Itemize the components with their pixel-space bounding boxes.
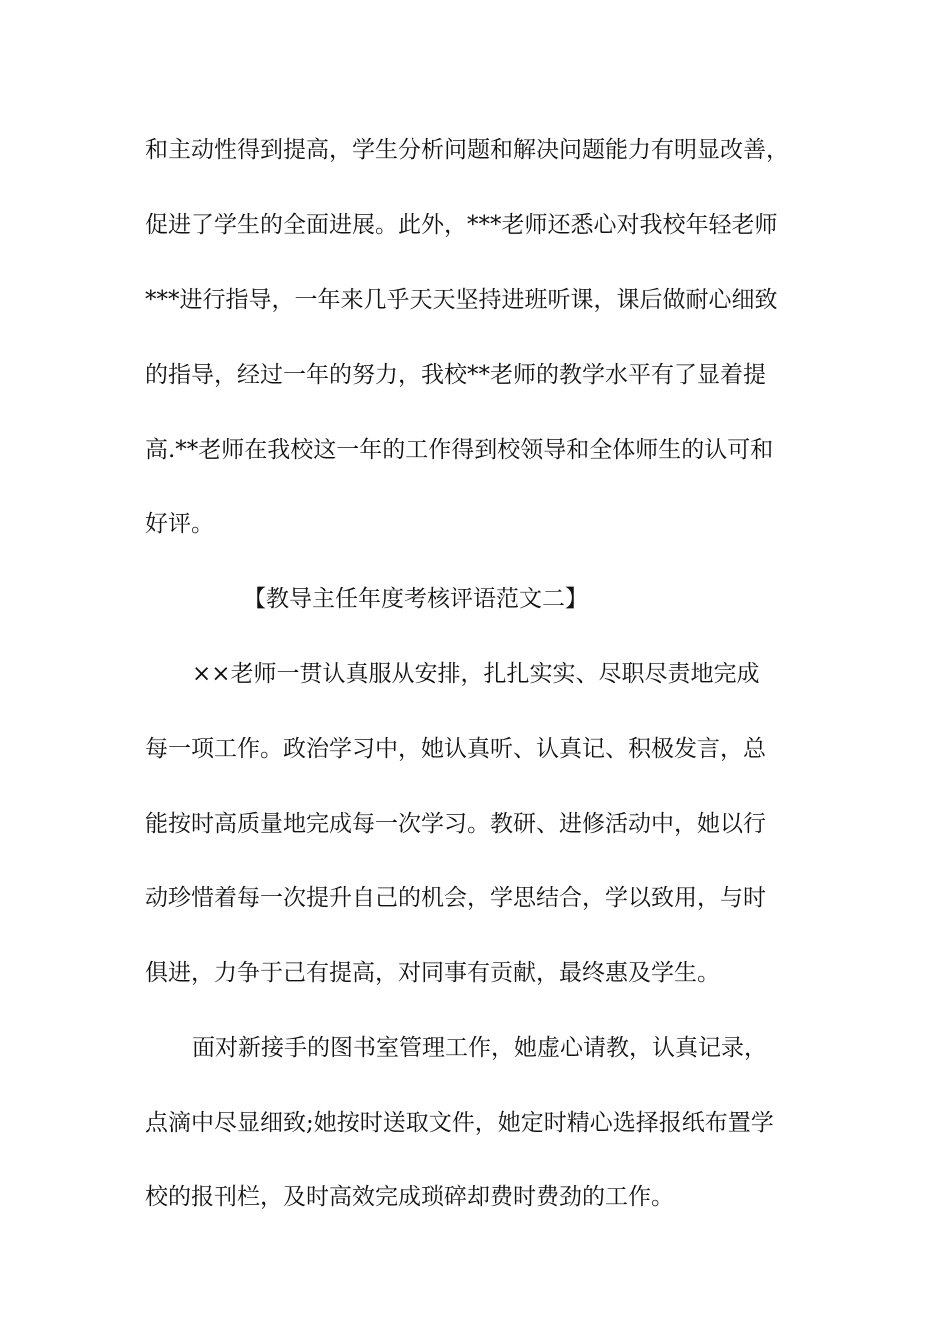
text-line: ***进行指导，一年来几乎天天坚持进班听课，课后做耐心细致: [145, 287, 778, 313]
text-line: 好评。: [145, 511, 214, 537]
text-line: 动珍惜着每一次提升自己的机会，学思结合，学以致用，与时: [145, 885, 766, 911]
paragraph-first-line: 面对新接手的图书室管理工作，她虚心请教，认真记录，: [192, 1035, 767, 1061]
text-line: 能按时高质量地完成每一次学习。教研、进修活动中，她以行: [145, 811, 766, 837]
text-line: 促进了学生的全面进展。此外，***老师还悉心对我校年轻老师: [145, 212, 778, 238]
text-line: 每一项工作。政治学习中，她认真听、认真记、积极发言，总: [145, 736, 766, 762]
section-heading: 【教导主任年度考核评语范文二】: [243, 586, 588, 612]
text-line: 俱进，力争于己有提高，对同事有贡献，最终惠及学生。: [145, 960, 720, 986]
text-line: 校的报刊栏，及时高效完成琐碎却费时费劲的工作。: [145, 1184, 674, 1210]
text-line: 的指导，经过一年的努力，我校**老师的教学水平有了显着提: [145, 362, 766, 388]
text-line: 和主动性得到提高，学生分析问题和解决问题能力有明显改善，: [145, 137, 789, 163]
paragraph-first-line: ××老师一贯认真服从安排，扎扎实实、尽职尽责地完成: [192, 661, 760, 687]
text-line: 点滴中尽显细致;她按时送取文件，她定时精心选择报纸布置学: [145, 1110, 774, 1136]
text-line: 高.**老师在我校这一年的工作得到校领导和全体师生的认可和: [145, 437, 774, 463]
